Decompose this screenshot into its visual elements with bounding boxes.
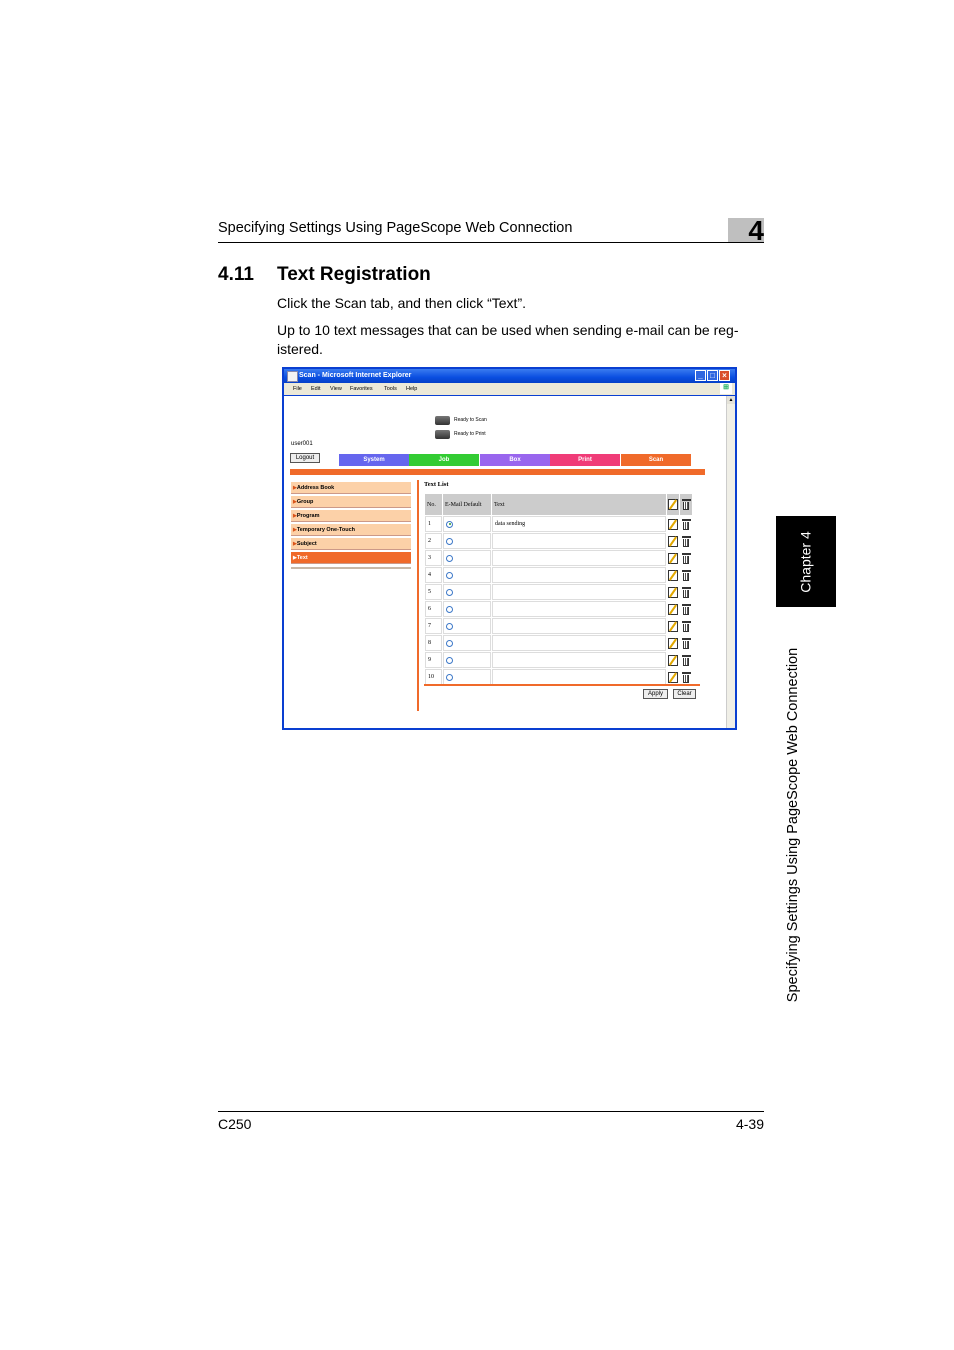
table-row: [425, 516, 692, 532]
edit-icon[interactable]: [668, 604, 678, 615]
email-default-cell: [443, 516, 491, 532]
browser-content: [284, 396, 735, 728]
default-radio[interactable]: [446, 572, 453, 579]
edit-cell: [667, 567, 679, 583]
col-edit: [667, 494, 679, 515]
sidebar-item-label: Subject: [296, 541, 317, 547]
edit-cell: [667, 635, 679, 651]
trash-icon[interactable]: [682, 655, 691, 666]
edit-icon: [668, 499, 678, 510]
maximize-icon[interactable]: □: [707, 370, 718, 381]
table-row: [425, 584, 692, 600]
delete-cell: [680, 533, 692, 549]
text-cell: [492, 533, 666, 549]
edit-cell: [667, 669, 679, 685]
trash-icon[interactable]: [682, 587, 691, 598]
row-number: 5: [425, 584, 442, 600]
sidebar-item-label: Address Book: [296, 485, 335, 491]
minimize-icon[interactable]: _: [695, 370, 706, 381]
row-number: 3: [425, 550, 442, 566]
page-number: 4-39: [735, 1116, 764, 1132]
edit-icon[interactable]: [668, 672, 678, 683]
trash-icon[interactable]: [682, 553, 691, 564]
scroll-up-icon[interactable]: ▲: [728, 397, 734, 403]
email-default-cell: [443, 584, 491, 600]
sidebar-item-program[interactable]: [291, 510, 411, 522]
sidebar-item-temporary-one-touch[interactable]: [291, 524, 411, 536]
chapter-side-label: [776, 516, 836, 607]
text-cell: [492, 635, 666, 651]
row-number: 2: [425, 533, 442, 549]
email-default-cell: [443, 635, 491, 651]
arrow-right-icon: ▶: [293, 555, 297, 561]
default-radio[interactable]: [446, 589, 453, 596]
text-cell: [492, 550, 666, 566]
delete-cell: [680, 584, 692, 600]
running-header: Specifying Settings Using PageScope Web Connection: [218, 220, 573, 236]
default-radio[interactable]: [446, 623, 453, 630]
default-radio[interactable]: [446, 657, 453, 664]
window-title: Scan - Microsoft Internet Explorer: [299, 372, 412, 379]
tab-system[interactable]: System: [339, 454, 409, 466]
row-number: 6: [425, 601, 442, 617]
table-row: [425, 635, 692, 651]
menu-bar: [284, 383, 735, 395]
section-title: Text Registration: [277, 264, 431, 285]
logout-button[interactable]: Logout: [290, 453, 320, 463]
tab-underline-bar: [290, 469, 705, 475]
edit-cell: [667, 652, 679, 668]
text-cell: [492, 618, 666, 634]
text-cell: [492, 652, 666, 668]
trash-icon[interactable]: [682, 672, 691, 683]
email-default-cell: [443, 567, 491, 583]
trash-icon: [682, 499, 691, 510]
apply-button[interactable]: Apply: [643, 689, 668, 699]
trash-icon[interactable]: [682, 519, 691, 530]
edit-icon[interactable]: [668, 519, 678, 530]
sidebar-item-group[interactable]: [291, 496, 411, 508]
delete-cell: [680, 567, 692, 583]
table-header-row: [425, 494, 692, 515]
arrow-right-icon: ▶: [293, 513, 297, 519]
col-delete: [680, 494, 692, 515]
trash-icon[interactable]: [682, 604, 691, 615]
email-default-cell: [443, 550, 491, 566]
instruction-paragraph: Click the Scan tab, and then click “Text”.: [277, 295, 526, 311]
description-paragraph: Up to 10 text messages that can be used when sending e-mail can be reg-istered.: [277, 322, 739, 357]
menu-file[interactable]: File: [293, 386, 302, 392]
sidebar-item-label: Program: [296, 513, 320, 519]
edit-icon[interactable]: [668, 536, 678, 547]
edit-cell: [667, 533, 679, 549]
table-row: [425, 533, 692, 549]
default-radio[interactable]: [446, 555, 453, 562]
arrow-right-icon: ▶: [293, 541, 297, 547]
delete-cell: [680, 516, 692, 532]
email-default-cell: [443, 669, 491, 685]
text-cell: [492, 567, 666, 583]
trash-icon[interactable]: [682, 638, 691, 649]
chapter-side-text: Chapter 4: [798, 530, 815, 593]
sidebar-bottom-rule: [291, 567, 411, 569]
table-row: [425, 601, 692, 617]
delete-cell: [680, 635, 692, 651]
sidebar-item-address-book[interactable]: [291, 482, 411, 494]
row-number: 10: [425, 669, 442, 685]
tab-scan[interactable]: Scan: [621, 454, 691, 466]
delete-cell: [680, 550, 692, 566]
trash-icon[interactable]: [682, 621, 691, 632]
text-cell: data sending: [492, 516, 666, 532]
edit-icon[interactable]: [668, 553, 678, 564]
edit-icon[interactable]: [668, 587, 678, 598]
close-icon[interactable]: ×: [719, 370, 730, 381]
table-row: [425, 618, 692, 634]
default-radio[interactable]: [446, 674, 453, 681]
default-radio[interactable]: [446, 606, 453, 613]
edit-cell: [667, 550, 679, 566]
arrow-right-icon: ▶: [293, 485, 297, 491]
scan-status: Ready to Scan: [454, 417, 487, 423]
header-rule: [218, 242, 764, 243]
tab-box[interactable]: Box: [480, 454, 550, 466]
text-cell: [492, 601, 666, 617]
default-radio[interactable]: [446, 640, 453, 647]
ie-page-icon: [287, 371, 298, 382]
email-default-cell: [443, 618, 491, 634]
menu-view[interactable]: View: [330, 386, 342, 392]
sidebar-item-label: Temporary One-Touch: [296, 527, 356, 533]
edit-cell: [667, 601, 679, 617]
section-heading: [218, 264, 431, 286]
chapter-number: 4: [748, 215, 764, 246]
tab-print[interactable]: Print: [550, 454, 620, 466]
browser-window-screenshot: [282, 367, 737, 730]
edit-cell: [667, 516, 679, 532]
text-list-title: Text List: [424, 481, 449, 488]
clear-button[interactable]: Clear: [673, 689, 696, 699]
menu-favorites[interactable]: Favorites: [350, 386, 373, 392]
edit-icon[interactable]: [668, 570, 678, 581]
row-number: 8: [425, 635, 442, 651]
printer-icon: [435, 430, 450, 439]
row-number: 4: [425, 567, 442, 583]
text-list-table: [424, 493, 693, 686]
menu-edit[interactable]: Edit: [311, 386, 321, 392]
edit-icon[interactable]: [668, 621, 678, 632]
default-radio[interactable]: [446, 538, 453, 545]
col-no: No.: [425, 494, 442, 515]
table-row: [425, 652, 692, 668]
menu-tools[interactable]: Tools: [384, 386, 397, 392]
row-number: 7: [425, 618, 442, 634]
window-titlebar: [284, 369, 735, 383]
menu-help[interactable]: Help: [406, 386, 418, 392]
sidebar-item-label: Group: [296, 499, 314, 505]
delete-cell: [680, 618, 692, 634]
arrow-right-icon: ▶: [293, 499, 297, 505]
tab-job[interactable]: Job: [409, 454, 479, 466]
default-radio[interactable]: [446, 521, 453, 528]
delete-cell: [680, 601, 692, 617]
delete-cell: [680, 652, 692, 668]
edit-icon[interactable]: [668, 638, 678, 649]
edit-icon[interactable]: [668, 655, 678, 666]
text-cell: [492, 584, 666, 600]
user-name: user001: [291, 441, 313, 447]
scanner-icon: [435, 416, 450, 425]
table-row: [425, 669, 692, 685]
email-default-cell: [443, 533, 491, 549]
vertical-scrollbar[interactable]: [726, 396, 735, 728]
sidebar-item-subject[interactable]: [291, 538, 411, 550]
arrow-right-icon: ▶: [293, 527, 297, 533]
delete-cell: [680, 669, 692, 685]
col-text: Text: [492, 494, 666, 515]
footer-rule: [218, 1111, 764, 1112]
windows-logo-icon: ⊞: [720, 383, 732, 394]
table-bottom-rule: [424, 684, 700, 686]
trash-icon[interactable]: [682, 570, 691, 581]
row-number: 9: [425, 652, 442, 668]
text-cell: [492, 669, 666, 685]
side-title-text: Specifying Settings Using PageScope Web Connection: [785, 647, 801, 1003]
table-row: [425, 567, 692, 583]
row-number: 1: [425, 516, 442, 532]
print-status: Ready to Print: [454, 431, 486, 437]
email-default-cell: [443, 601, 491, 617]
edit-cell: [667, 618, 679, 634]
content-divider: [417, 480, 419, 711]
trash-icon[interactable]: [682, 536, 691, 547]
edit-cell: [667, 584, 679, 600]
sidebar-item-text[interactable]: [291, 552, 411, 564]
email-default-cell: [443, 652, 491, 668]
footer-model: C250: [218, 1116, 252, 1132]
section-number: 4.11: [218, 264, 254, 285]
sidebar-item-label: Text: [296, 555, 308, 561]
table-row: [425, 550, 692, 566]
col-email-default: E-Mail Default: [443, 494, 491, 515]
